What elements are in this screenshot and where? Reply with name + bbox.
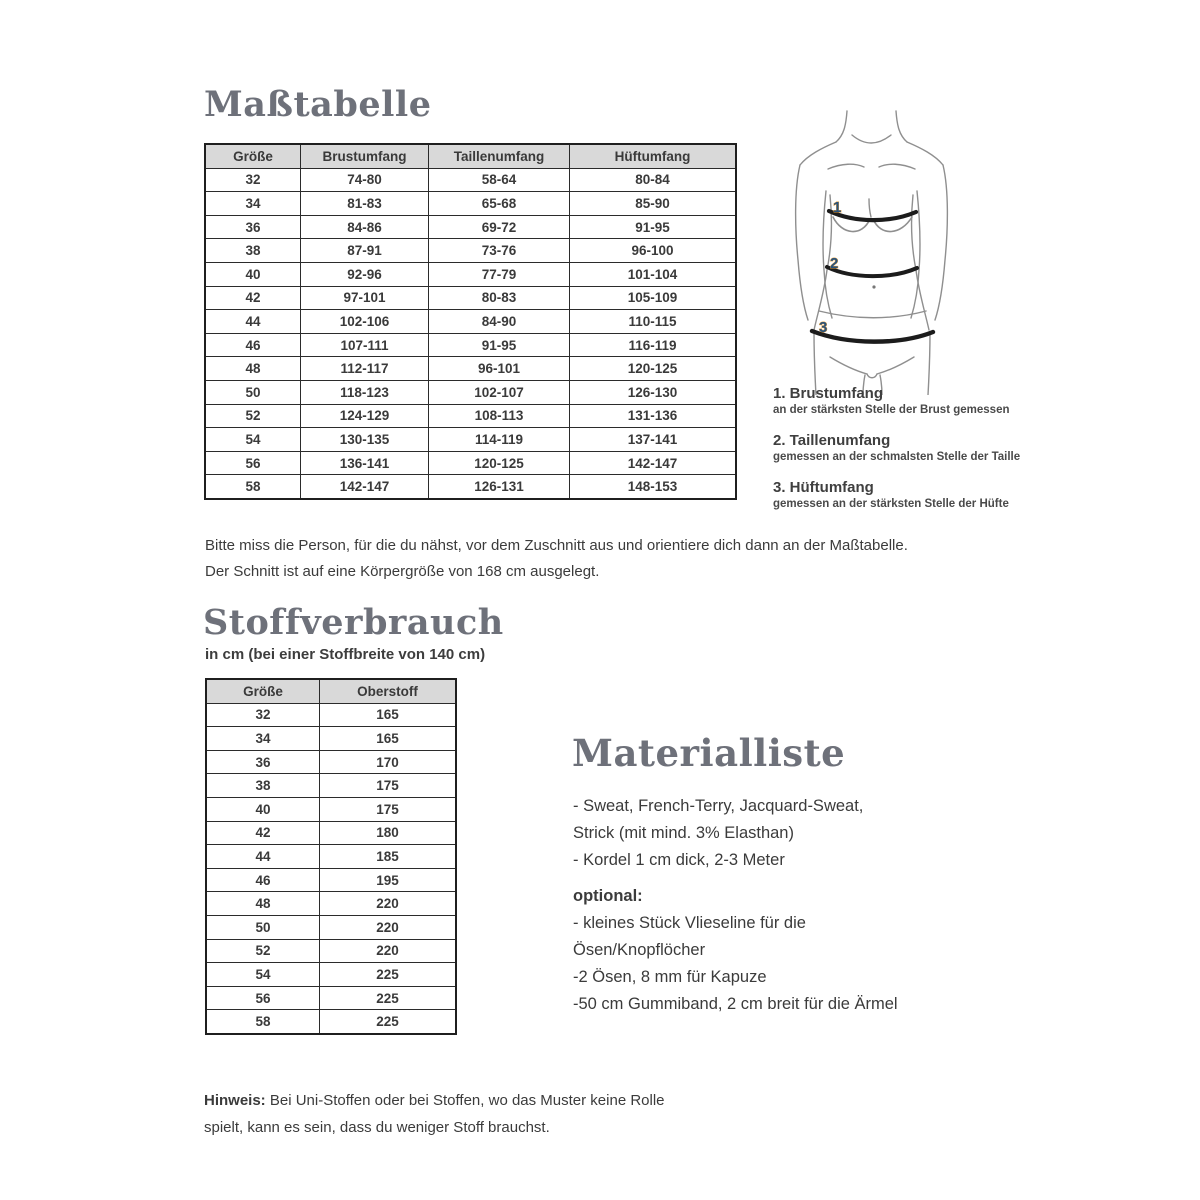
table-cell: 56 [206,986,320,1010]
table-cell: 165 [320,727,457,751]
table-cell: 34 [206,727,320,751]
bust-measure-line [829,211,916,220]
table-cell: 126-130 [570,380,737,404]
table-cell: 101-104 [570,262,737,286]
legend-item-bust [773,384,1043,417]
torso-illustration [770,105,970,395]
table-row [205,357,736,381]
body-measurement-figure [770,105,970,395]
table-cell: 225 [320,1010,457,1034]
table-cell: 97-101 [301,286,429,310]
column-header: Größe [205,144,301,168]
table-row [205,310,736,334]
table-cell: 42 [206,821,320,845]
table-cell: 36 [205,215,301,239]
materialliste-title: Materialliste [572,731,846,775]
table-cell: 42 [205,286,301,310]
column-header: Größe [206,679,320,703]
legend-desc: gemessen an der schmalsten Stelle der Taille [773,451,1021,463]
table-cell: 38 [206,774,320,798]
hinweis-line: Hinweis: Bei Uni-Stoffen oder bei Stoffen, wo das Muster keine Rolle [204,1092,665,1109]
table-cell: 137-141 [570,428,737,452]
table-cell: 81-83 [301,192,429,216]
table-row [205,262,736,286]
table-cell: 77-79 [429,262,570,286]
legend-desc: an der stärksten Stelle der Brust gemessen [773,404,1010,416]
table-row [205,380,736,404]
legend-item-hip [773,478,1043,511]
table-row [206,774,456,798]
table-cell: 185 [320,845,457,869]
table-cell: 48 [206,892,320,916]
table-cell: 175 [320,797,457,821]
table-row [205,239,736,263]
optional-label: optional: [573,887,643,905]
table-cell: 48 [205,357,301,381]
material-list [573,793,973,1018]
table-cell: 175 [320,774,457,798]
masstabelle-table [204,143,737,500]
table-cell: 120-125 [570,357,737,381]
measuring-note-line: Bitte miss die Person, für die du nähst, vor dem Zuschnitt aus und orientiere dich dann an der Maßtabelle. [205,537,908,554]
table-cell: 80-83 [429,286,570,310]
table-row [205,475,736,499]
table-cell: 110-115 [570,310,737,334]
stoffverbrauch-title: Stoffverbrauch [203,602,504,643]
table-row [206,1010,456,1034]
masstabelle-title: Maßtabelle [204,84,432,125]
optional-line: -2 Ösen, 8 mm für Kapuze [573,968,767,986]
table-cell: 136-141 [301,451,429,475]
table-row [206,821,456,845]
column-header: Taillenumfang [429,144,570,168]
table-cell: 44 [206,845,320,869]
table-cell: 40 [205,262,301,286]
table-row [205,168,736,192]
table-cell: 32 [205,168,301,192]
table-cell: 58-64 [429,168,570,192]
table-cell: 165 [320,703,457,727]
table-cell: 102-107 [429,380,570,404]
table-row [205,286,736,310]
table-row [205,451,736,475]
optional-line: - kleines Stück Vlieseline für die [573,914,806,932]
table-cell: 85-90 [570,192,737,216]
optional-line: -50 cm Gummiband, 2 cm breit für die Ärmel [573,995,898,1013]
waist-number-label: 2 [830,255,839,272]
table-cell: 120-125 [429,451,570,475]
table-row [206,915,456,939]
table-cell: 102-106 [301,310,429,334]
table-row [205,215,736,239]
table-cell: 92-96 [301,262,429,286]
hip-measure-line [812,331,933,342]
stoffverbrauch-table [205,678,457,1035]
waist-measure-line [827,267,917,276]
table-row [206,797,456,821]
table-cell: 56 [205,451,301,475]
table-cell: 46 [205,333,301,357]
bust-number-label: 1 [833,199,842,216]
legend-title: 3. Hüftumfang [773,479,874,496]
legend-desc: gemessen an der stärksten Stelle der Hüfte [773,498,1009,510]
table-cell: 84-86 [301,215,429,239]
table-row [206,892,456,916]
table-cell: 69-72 [429,215,570,239]
hinweis-line: spielt, kann es sein, dass du weniger Stoff brauchst. [204,1119,550,1136]
table-cell: 225 [320,963,457,987]
table-cell: 112-117 [301,357,429,381]
measuring-note-line: Der Schnitt ist auf eine Körpergröße von 168 cm ausgelegt. [205,563,600,580]
hinweis-label: Hinweis: [204,1092,266,1109]
table-row [206,703,456,727]
material-line: - Kordel 1 cm dick, 2-3 Meter [573,851,785,869]
table-cell: 220 [320,892,457,916]
table-header-row [206,679,456,703]
table-row [205,192,736,216]
hinweis-note [204,1087,704,1141]
table-cell: 142-147 [570,451,737,475]
table-cell: 87-91 [301,239,429,263]
table-cell: 50 [206,915,320,939]
table-row [206,939,456,963]
table-cell: 44 [205,310,301,334]
table-cell: 50 [205,380,301,404]
table-cell: 91-95 [570,215,737,239]
table-row [206,868,456,892]
measuring-note [205,533,925,585]
table-cell: 32 [206,703,320,727]
column-header: Oberstoff [320,679,457,703]
table-row [206,986,456,1010]
table-cell: 126-131 [429,475,570,499]
table-row [206,727,456,751]
table-cell: 130-135 [301,428,429,452]
table-cell: 84-90 [429,310,570,334]
table-cell: 170 [320,750,457,774]
table-cell: 40 [206,797,320,821]
table-cell: 58 [206,1010,320,1034]
stoffverbrauch-subtitle: in cm (bei einer Stoffbreite von 140 cm) [205,646,486,663]
table-cell: 73-76 [429,239,570,263]
table-cell: 96-100 [570,239,737,263]
table-header-row [205,144,736,168]
table-row [205,333,736,357]
table-cell: 52 [206,939,320,963]
table-cell: 124-129 [301,404,429,428]
column-header: Brustumfang [301,144,429,168]
table-cell: 54 [206,963,320,987]
table-cell: 220 [320,915,457,939]
table-cell: 58 [205,475,301,499]
table-cell: 195 [320,868,457,892]
legend-title: 2. Taillenumfang [773,432,891,449]
table-cell: 114-119 [429,428,570,452]
table-cell: 52 [205,404,301,428]
hip-number-label: 3 [819,319,828,336]
column-header: Hüftumfang [570,144,737,168]
table-cell: 108-113 [429,404,570,428]
measurement-legend [773,384,1043,525]
table-cell: 80-84 [570,168,737,192]
table-cell: 107-111 [301,333,429,357]
table-row [205,428,736,452]
table-cell: 118-123 [301,380,429,404]
table-cell: 91-95 [429,333,570,357]
table-row [206,963,456,987]
legend-title: 1. Brustumfang [773,385,884,402]
table-row [206,845,456,869]
table-cell: 131-136 [570,404,737,428]
table-cell: 105-109 [570,286,737,310]
table-cell: 220 [320,939,457,963]
legend-item-waist [773,431,1043,464]
table-cell: 180 [320,821,457,845]
table-row [205,404,736,428]
material-line: Strick (mit mind. 3% Elasthan) [573,824,794,842]
table-cell: 38 [205,239,301,263]
table-cell: 34 [205,192,301,216]
table-cell: 142-147 [301,475,429,499]
material-line: - Sweat, French-Terry, Jacquard-Sweat, [573,797,864,815]
table-cell: 36 [206,750,320,774]
table-row [206,750,456,774]
table-cell: 74-80 [301,168,429,192]
table-cell: 65-68 [429,192,570,216]
table-cell: 148-153 [570,475,737,499]
table-cell: 46 [206,868,320,892]
table-cell: 225 [320,986,457,1010]
table-cell: 96-101 [429,357,570,381]
table-cell: 54 [205,428,301,452]
table-cell: 116-119 [570,333,737,357]
optional-line: Ösen/Knopflöcher [573,941,706,959]
